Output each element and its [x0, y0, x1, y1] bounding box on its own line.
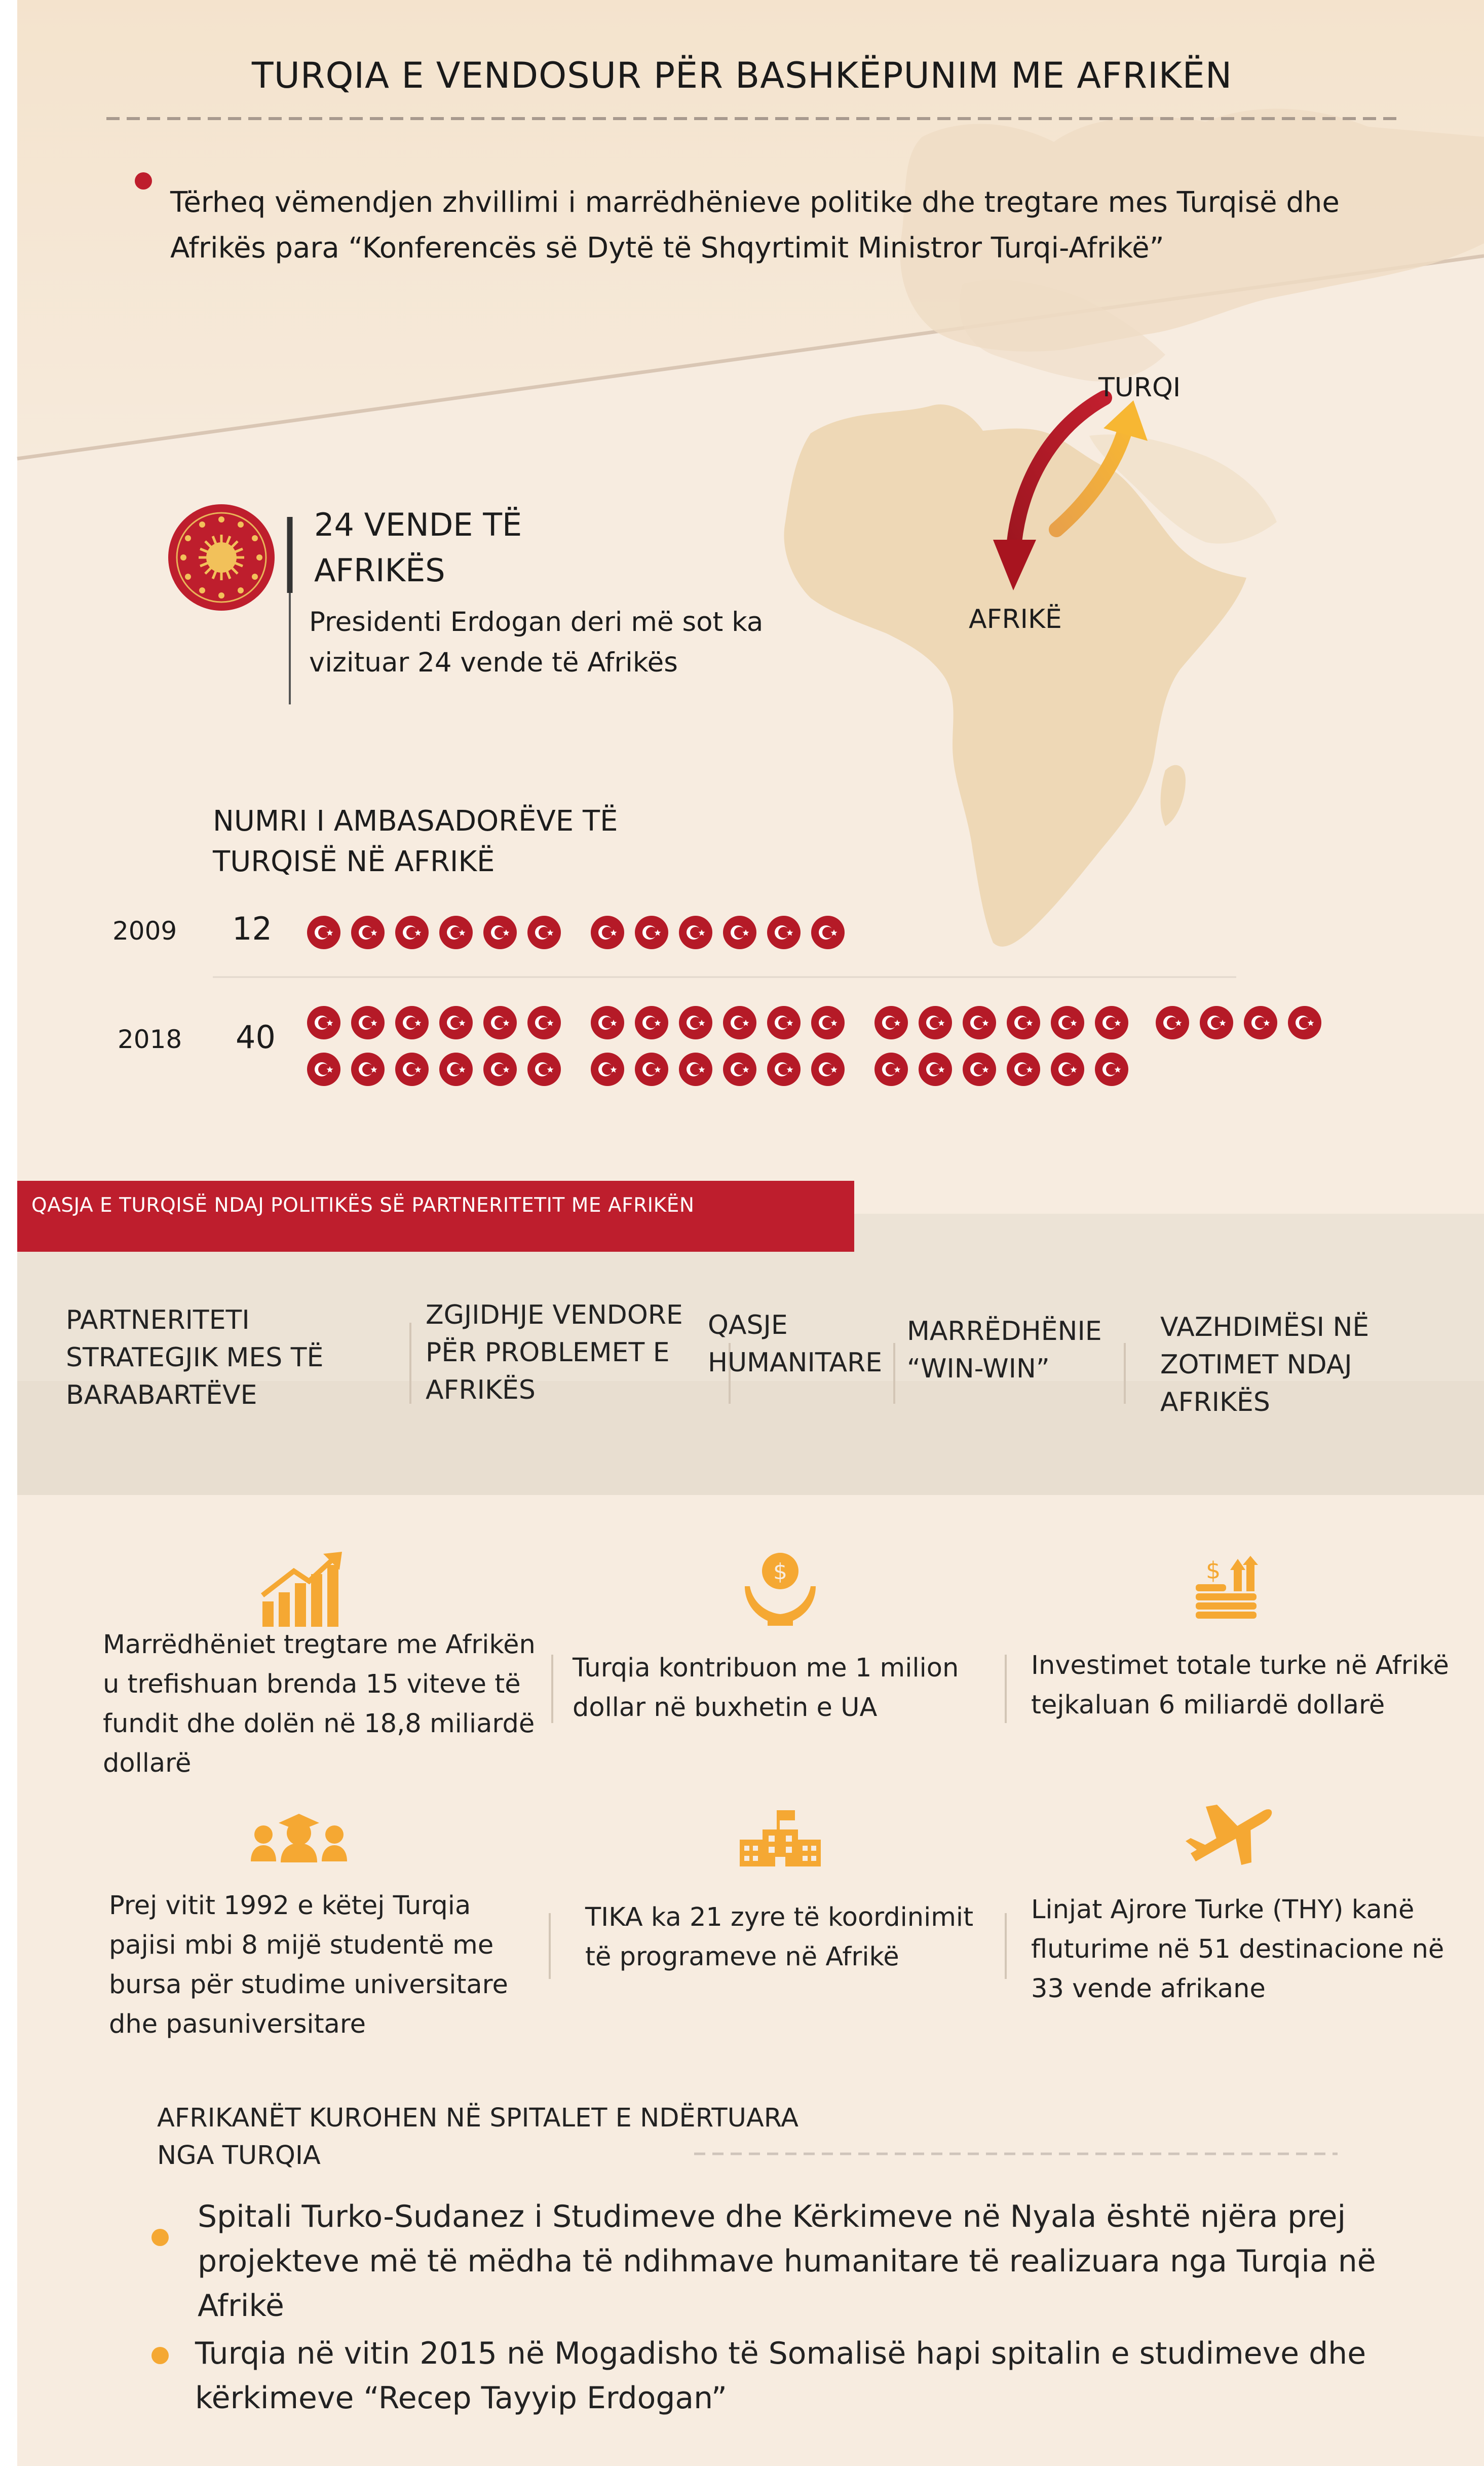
turkish-flag-icon — [590, 1052, 625, 1087]
turkish-flag-icon — [634, 915, 669, 950]
turkish-flag-icon — [483, 915, 517, 950]
turkish-flag-icon — [722, 1005, 757, 1040]
visits-title-line2: AFRIKËS — [314, 552, 445, 589]
turkish-flag-icon — [307, 1052, 341, 1087]
ambassadors-title-line1: NUMRI I AMBASADORËVE TË — [213, 805, 618, 838]
turkish-flag-icon — [483, 1005, 517, 1040]
fact-trade: Marrëdhëniet tregtare me Afrikën u trefishuan brenda 15 viteve të fundit dhe dolën në 18,8 miliardë dollarë — [103, 1630, 536, 1778]
turkish-flag-icon — [1287, 1005, 1322, 1040]
turkish-flag-icon — [874, 1005, 908, 1040]
turkish-flag-icon — [1094, 1052, 1129, 1087]
turkish-flag-icon — [1006, 1052, 1041, 1087]
count-2009-label: 12 — [232, 910, 272, 947]
turkish-flag-icon — [1155, 1005, 1190, 1040]
turkish-flag-icon — [678, 1005, 713, 1040]
approach-banner-text: QASJA E TURQISË NDAJ POLITIKËS SË PARTNERITETIT ME AFRIKËN — [31, 1194, 695, 1217]
turkish-flag-icon — [351, 1052, 385, 1087]
turkish-flag-icon — [439, 1052, 473, 1087]
turkish-flag-icon — [918, 1052, 953, 1087]
turkish-flag-icon — [634, 1005, 669, 1040]
hospitals-title-line1: AFRIKANËT KUROHEN NË SPITALET E NDËRTUARA — [157, 2103, 799, 2133]
map-label-africa: AFRIKË — [969, 604, 1062, 634]
turkish-flag-icon — [918, 1005, 953, 1040]
hospitals-title-line2: NGA TURQIA — [157, 2141, 321, 2171]
turkish-flag-icon — [439, 915, 473, 950]
pillar-continuity: VAZHDIMËSI NË ZOTIMET NDAJ AFRIKËS — [1160, 1312, 1369, 1417]
svg-text:$: $ — [1206, 1557, 1221, 1584]
turkish-flag-icon — [307, 915, 341, 950]
turkish-flag-icon — [351, 1005, 385, 1040]
fact-scholarships: Prej vitit 1992 e këtej Turqia pajisi mbi 8 mijë studentë me bursa për studime universitare dhe pasuniversitare — [109, 1891, 508, 2039]
lead-paragraph: Tërheq vëmendjen zhvillimi i marrëdhënieve politike dhe tregtare mes Turqisë dhe Afrikës para “Konferencës së Dytë të Shqyrtimit Ministror Turqi-Afrikë” — [170, 186, 1340, 265]
turkish-flag-icon — [439, 1005, 473, 1040]
turkish-flag-icon — [351, 915, 385, 950]
turkish-flag-icon — [722, 915, 757, 950]
turkish-flag-icon — [722, 1052, 757, 1087]
turkish-flag-icon — [527, 1005, 561, 1040]
turkish-flag-icon — [811, 1005, 845, 1040]
graduate-icon — [248, 1812, 350, 1862]
turkish-flag-icon — [811, 1052, 845, 1087]
turkish-flag-icon — [678, 1052, 713, 1087]
pillar-humanitarian: QASJE HUMANITARE — [708, 1310, 883, 1378]
pillar-local-solutions: ZGJIDHJE VENDORE PËR PROBLEMET E AFRIKËS — [426, 1300, 683, 1405]
map-label-turkey: TURQI — [1098, 372, 1181, 403]
year-2018-label: 2018 — [118, 1025, 182, 1054]
turkish-flag-icon — [1050, 1005, 1085, 1040]
ambassadors-title-line2: TURQISË NË AFRIKË — [213, 845, 495, 878]
fact-au-budget: Turqia kontribuon me 1 milion dollar në buxhetin e UA — [573, 1653, 959, 1723]
turkish-flag-icon — [527, 915, 561, 950]
pillar-strategic-partnership: PARTNERITETI STRATEGJIK MES TË BARABARTËVE — [66, 1305, 324, 1410]
hospital-item-mogadishu: Turqia në vitin 2015 në Mogadisho të Somalisë hapi spitalin e studimeve dhe kërkimeve “Recep Tayyip Erdogan” — [195, 2336, 1366, 2416]
office-building-icon — [737, 1809, 823, 1867]
page-title: TURQIA E VENDOSUR PËR BASHKËPUNIM ME AFRIKËN — [251, 55, 1233, 96]
turkish-flag-icon — [395, 1005, 429, 1040]
growth-chart-icon — [258, 1551, 345, 1629]
year-2009-label: 2009 — [112, 916, 177, 946]
fact-thy: Linjat Ajrore Turke (THY) kanë fluturime në 51 destinacione në 33 vende afrikane — [1031, 1895, 1444, 2004]
turkish-flag-icon — [962, 1005, 997, 1040]
visits-title-line1: 24 VENDE TË — [314, 506, 522, 543]
fact-investments: Investimet totale turke në Afrikë tejkaluan 6 miliardë dollarë — [1031, 1651, 1449, 1720]
turkish-flag-icon — [767, 1052, 801, 1087]
turkish-flag-icon — [767, 915, 801, 950]
turkish-flag-icon — [1094, 1005, 1129, 1040]
turkish-flag-icon — [395, 915, 429, 950]
hospital-item-nyala: Spitali Turko-Sudanez i Studimeve dhe Kërkimeve në Nyala është njëra prej projekteve më të mëdha të ndihmave humanitare të realizuara nga Turqia në Afrikë — [198, 2199, 1376, 2324]
turkish-flag-icon — [1199, 1005, 1234, 1040]
fact-tika: TIKA ka 21 zyre të koordinimit të programeve në Afrikë — [585, 1902, 974, 1972]
turkish-flag-icon — [590, 915, 625, 950]
turkish-flag-icon — [767, 1005, 801, 1040]
coins-icon — [1191, 1556, 1262, 1629]
turkish-flag-icon — [962, 1052, 997, 1087]
turkish-flag-icon — [874, 1052, 908, 1087]
count-2018-label: 40 — [236, 1019, 276, 1056]
money-hand-icon — [740, 1551, 821, 1627]
turkish-flag-icon — [1050, 1052, 1085, 1087]
turkish-flag-icon — [1006, 1005, 1041, 1040]
turkish-flag-icon — [395, 1052, 429, 1087]
pillar-win-win: MARRËDHËNIE “WIN-WIN” — [907, 1316, 1102, 1384]
turkish-flag-icon — [307, 1005, 341, 1040]
turkish-flag-icon — [483, 1052, 517, 1087]
turkish-flag-icon — [634, 1052, 669, 1087]
turkish-flag-icon — [678, 915, 713, 950]
airplane-icon — [1186, 1797, 1274, 1867]
turkish-flag-icon — [590, 1005, 625, 1040]
visits-text: Presidenti Erdogan deri më sot ka vizituar 24 vende të Afrikës — [309, 607, 764, 678]
svg-text:$: $ — [773, 1559, 787, 1585]
turkish-flag-icon — [811, 915, 845, 950]
turkish-flag-icon — [527, 1052, 561, 1087]
turkish-flag-icon — [1243, 1005, 1278, 1040]
